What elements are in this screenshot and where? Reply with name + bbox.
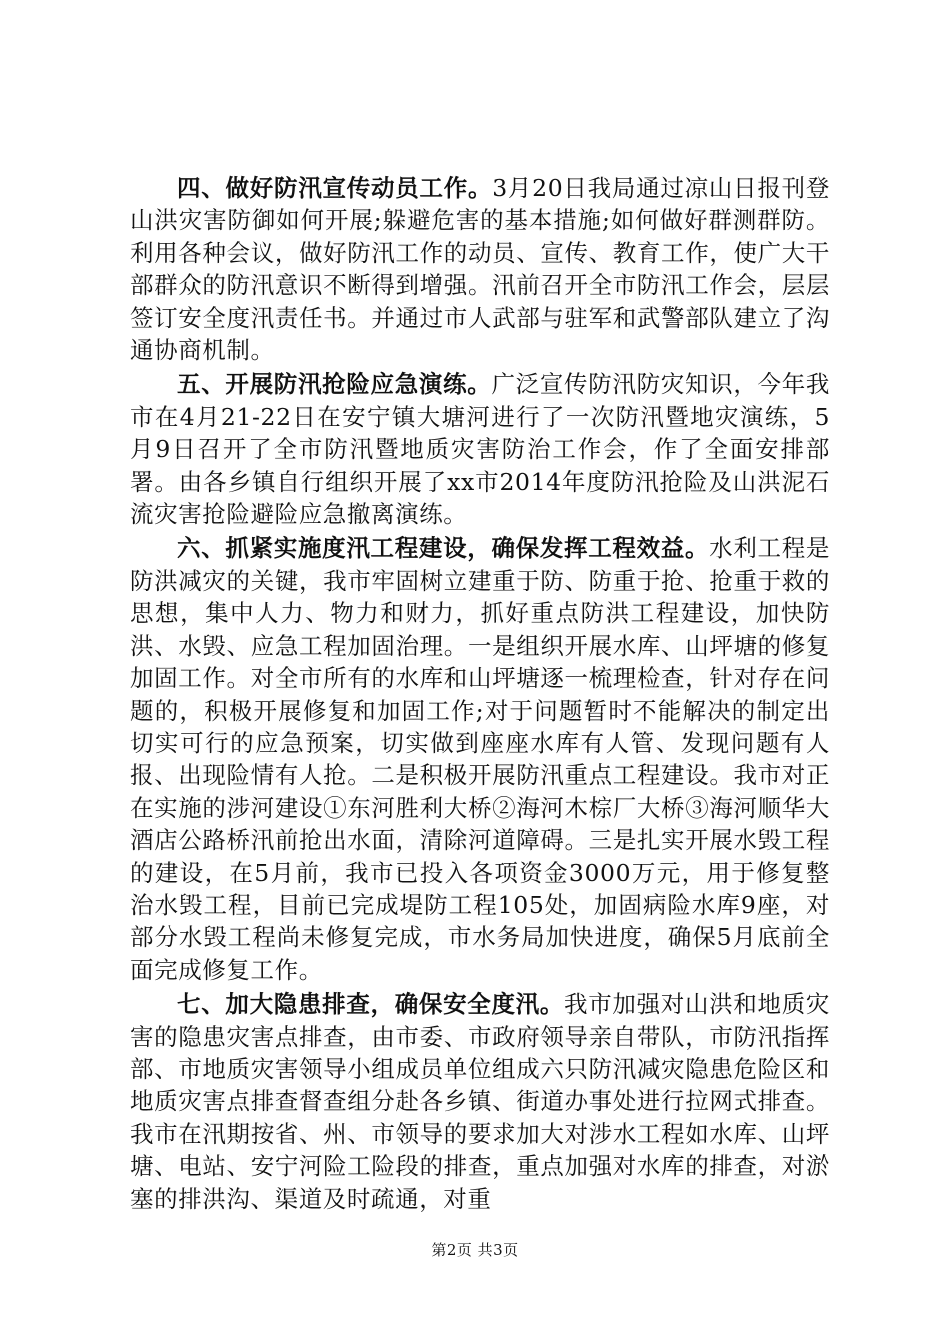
- page-number-footer: 第2页 共3页: [431, 1241, 519, 1259]
- section-four-heading: 四、做好防汛宣传动员工作。: [177, 174, 493, 202]
- section-four-paragraph: [130, 172, 830, 366]
- section-five-paragraph: [130, 368, 830, 530]
- section-five-heading: 五、开展防汛抢险应急演练。: [177, 370, 492, 399]
- section-five-body: 广泛宣传防汛防灾知识，今年我市在4月21-22日在安宁镇大塘河进行了一次防汛暨地灾演练，5月9日召开了全市防汛暨地质灾害防治工作会，作了全面安排部署。由各乡镇自行组织开展了xx市2014年度防汛抢险及山洪泥石流灾害抢险避险应急撤离演练。: [130, 370, 830, 529]
- section-seven-paragraph: [130, 988, 830, 1215]
- section-seven-body: 我市加强对山洪和地质灾害的隐患灾害点排查，由市委、市政府领导亲自带队，市防汛指挥部、市地质灾害领导小组成员单位组成六只防汛减灾隐患危险区和地质灾害点排查督查组分赴各乡镇、街道办事处进行拉网式排查。我市在汛期按省、州、市领导的要求加大对涉水工程如水库、山坪塘、电站、安宁河险工险段的排查，重点加强对水库的排查，对淤塞的排洪沟、渠道及时疏通，对重: [130, 990, 830, 1213]
- section-seven-heading: 七、加大隐患排查，确保安全度汛。: [177, 990, 565, 1019]
- document-body: [130, 172, 830, 1215]
- section-six-paragraph: [130, 532, 830, 986]
- section-six-heading: 六、抓紧实施度汛工程建设，确保发挥工程效益。: [177, 534, 710, 563]
- section-six-body: 水利工程是防洪减灾的关键，我市牢固树立建重于防、防重于抢、抢重于救的思想，集中人力、物力和财力，抓好重点防洪工程建设，加快防洪、水毁、应急工程加固治理。一是组织开展水库、山坪塘的修复加固工作。对全市所有的水库和山坪塘逐一梳理检查，针对存在问题的，积极开展修复和加固工作;对于问题暂时不能解决的制定出切实可行的应急预案，切实做到座座水库有人管、发现问题有人报、出现险情有人抢。二是积极开展防汛重点工程建设。我市对正在实施的涉河建设①东河胜利大桥②海河木棕厂大桥③海河顺华大酒店公路桥汛前抢出水面，清除河道障碍。三是扎实开展水毁工程的建设，在5月前，我市已投入各项资金3000万元，用于修复整治水毁工程，目前已完成堤防工程105处，加固病险水库9座，对部分水毁工程尚未修复完成，市水务局加快进度，确保5月底前全面完成修复工作。: [130, 534, 831, 984]
- section-four-body: 3月20日我局通过凉山日报刊登山洪灾害防御如何开展;躲避危害的基本措施;如何做好群测群防。利用各种会议，做好防汛工作的动员、宣传、教育工作，使广大干部群众的防汛意识不断得到增强。汛前召开全市防汛工作会，层层签订安全度汛责任书。并通过市人武部与驻军和武警部队建立了沟通协商机制。: [130, 174, 830, 365]
